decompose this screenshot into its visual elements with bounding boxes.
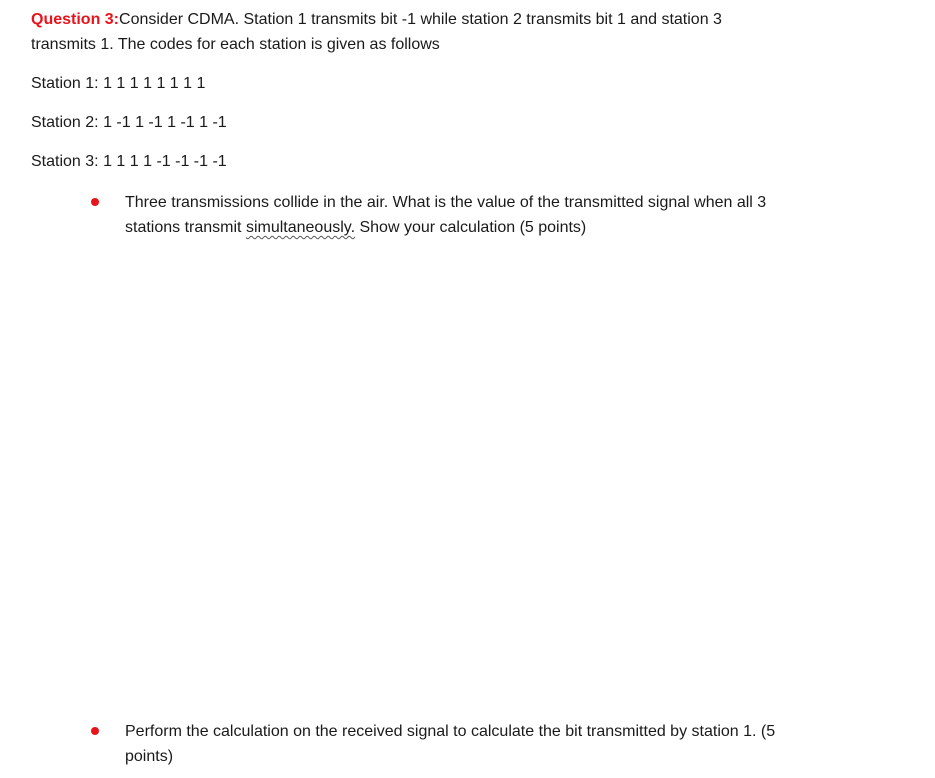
question-intro-text: Consider CDMA. Station 1 transmits bit -1 while station 2 transmits bit 1 and station 3 xyxy=(119,11,722,28)
station-3-line xyxy=(31,149,227,174)
question-intro-line2: transmits 1. The codes for each station is given as follows xyxy=(31,36,440,53)
bullet-2-line1: Perform the calculation on the received signal to calculate the bit transmitted by station 1. (5 xyxy=(125,723,776,740)
bullet-1-line2 xyxy=(125,215,586,240)
station-3-label: Station 3: xyxy=(31,153,99,170)
station-2-label: Station 2: xyxy=(31,114,99,131)
question-label: Question 3: xyxy=(31,11,120,28)
station-2-code: 1 -1 1 -1 1 -1 1 -1 xyxy=(103,114,227,131)
bullet-1-line2-post: Show your calculation (5 points) xyxy=(355,219,587,236)
question-intro-line1 xyxy=(31,7,722,32)
station-3-code: 1 1 1 1 -1 -1 -1 -1 xyxy=(103,153,227,170)
bullet-dot-icon xyxy=(91,198,99,206)
bullet-dot-icon xyxy=(91,727,99,735)
bullet-2-line2: points) xyxy=(125,748,174,765)
station-1-label: Station 1: xyxy=(31,75,99,92)
bullet-1-line2-pre: stations transmit xyxy=(125,219,246,236)
station-1-line xyxy=(31,71,205,96)
bullet-1-line1: Three transmissions collide in the air. What is the value of the transmitted signal when all 3 xyxy=(125,194,767,211)
spellcheck-flagged-word: simultaneously. xyxy=(245,219,356,236)
station-1-code: 1 1 1 1 1 1 1 1 xyxy=(103,75,206,92)
station-2-line xyxy=(31,110,227,135)
